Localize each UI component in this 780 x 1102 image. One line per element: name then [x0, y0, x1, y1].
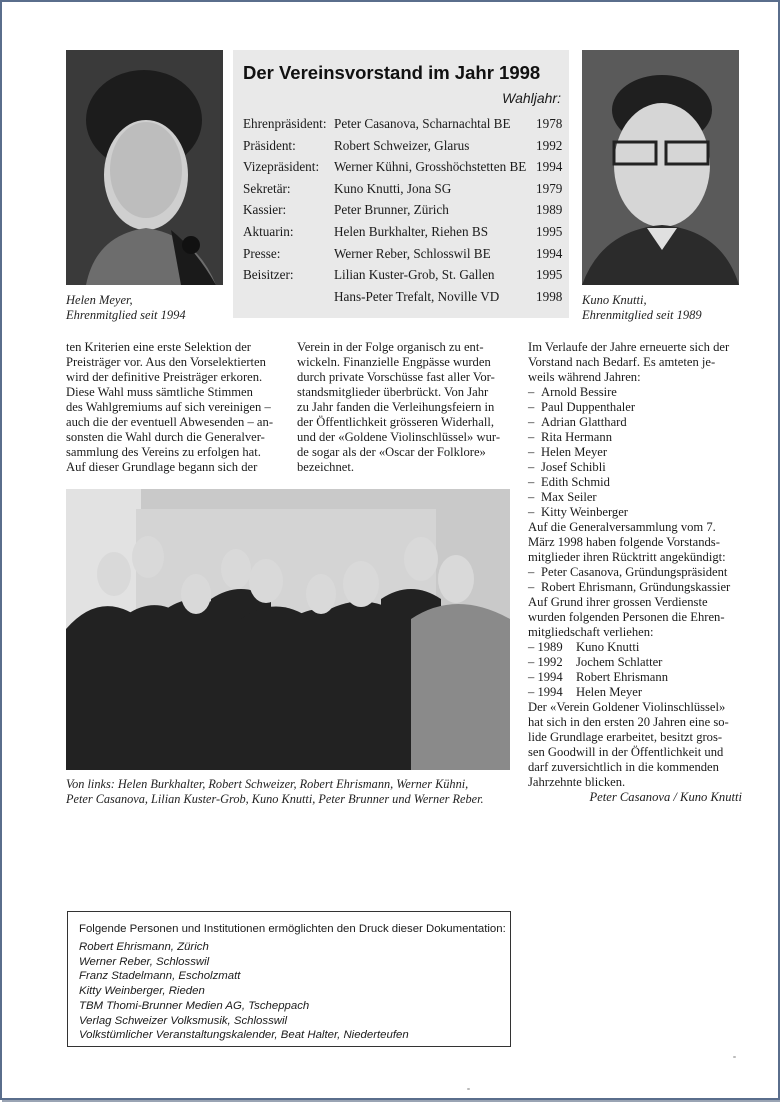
dash-marker: – — [528, 490, 535, 504]
board-row — [243, 246, 563, 266]
honorary-item — [528, 640, 742, 655]
text-line: mitglieder ihren Rücktritt angekündigt: — [528, 550, 726, 564]
board-name: Peter Brunner, Zürich — [334, 202, 449, 218]
text-line: sonsten die Wahl durch die Generalver- — [66, 430, 265, 444]
resigned-list — [528, 565, 742, 595]
sponsor-box — [67, 911, 511, 1047]
sponsor-item: Kitty Weinberger, Rieden — [79, 985, 205, 998]
board-year: 1995 — [536, 267, 563, 283]
board-role: Presse: — [243, 245, 281, 261]
caption-line: Von links: Helen Burkhalter, Robert Schweizer, Robert Ehrismann, Werner Kühni, — [66, 777, 469, 791]
board-year: 1992 — [536, 137, 563, 153]
text-line: mitgliedschaft verliehen: — [528, 625, 654, 639]
text-line: bezeichnet. — [297, 460, 354, 474]
list-item-text: Paul Duppenthaler — [541, 400, 636, 414]
text-line: sammlung des Vereins zu erfolgen hat. — [66, 445, 261, 459]
list-item-text: Arnold Bessire — [541, 385, 617, 399]
dash-marker: – — [528, 400, 535, 414]
honorary-name: Kuno Knutti — [576, 640, 640, 654]
board-role: Ehrenpräsident: — [243, 116, 327, 131]
board-row — [243, 267, 563, 287]
board-title: Der Vereinsvorstand im Jahr 1998 — [243, 62, 541, 83]
board-row — [243, 138, 563, 158]
honorary-item — [528, 670, 742, 685]
board-role: Präsident: — [243, 137, 296, 153]
list-item — [528, 475, 742, 490]
caption-role: Ehrenmitglied seit 1994 — [66, 308, 186, 322]
caption-role: Ehrenmitglied seit 1989 — [582, 308, 702, 322]
text-line: der Öffentlichkeit grösseren Widerhall, — [297, 415, 494, 429]
dash-marker: – — [528, 505, 535, 519]
sponsor-item: Franz Stadelmann, Escholzmatt — [79, 970, 241, 983]
list-item-text: Max Seiler — [541, 490, 597, 504]
text-column-2 — [297, 340, 510, 475]
board-year: 1998 — [536, 288, 563, 304]
text-line: wird der definitive Preisträger erkoren. — [66, 370, 263, 384]
board-name: Helen Burkhalter, Riehen BS — [334, 224, 489, 239]
sponsor-item: Verlag Schweizer Volksmusik, Schlosswil — [79, 1014, 288, 1027]
list-item — [528, 385, 742, 400]
text-line: und der «Goldene Violinschlüssel» wur- — [297, 430, 501, 444]
board-role: Sekretär: — [243, 180, 291, 196]
board-year: 1989 — [536, 202, 563, 218]
board-panel — [233, 50, 569, 318]
board-name: Peter Casanova, Scharnachtal BE — [334, 116, 511, 131]
list-item — [528, 430, 742, 445]
text-line: lide Grundlage erarbeitet, besitzt gros- — [528, 730, 723, 744]
list-item — [528, 580, 742, 595]
portrait-caption-right — [582, 293, 702, 323]
dash-marker: – — [528, 430, 535, 444]
list-item — [528, 415, 742, 430]
caption-name: Helen Meyer, — [66, 293, 133, 307]
board-role: Vizepräsident: — [243, 159, 320, 175]
board-year: 1994 — [536, 159, 563, 175]
list-item-text: Robert Ehrismann, Gründungskassier — [541, 580, 731, 594]
list-item — [528, 400, 742, 415]
honorary-year: – 1989 — [528, 640, 563, 654]
board-role: Kassier: — [243, 202, 287, 218]
text-line: März 1998 haben folgende Vorstands- — [528, 535, 720, 549]
text-line: standsmitglieder überbrückt. Von Jahr — [297, 385, 489, 399]
list-item-text: Adrian Glatthard — [541, 415, 627, 429]
honorary-name: Jochem Schlatter — [576, 655, 663, 669]
text-line: Preisträger vor. Aus den Vorselektierten — [66, 355, 266, 369]
board-row — [243, 224, 563, 244]
group-photo — [66, 489, 510, 770]
board-name: Kuno Knutti, Jona SG — [334, 180, 452, 196]
text-line: Verein in der Folge organisch zu ent- — [297, 340, 484, 354]
signature: Peter Casanova / Kuno Knutti — [589, 790, 742, 804]
honorary-name: Helen Meyer — [576, 685, 643, 699]
honorary-year: – 1994 — [528, 685, 563, 699]
honorary-year: – 1994 — [528, 670, 563, 684]
former-members-list — [528, 385, 742, 520]
list-item — [528, 490, 742, 505]
portrait-photo-helen-meyer — [66, 50, 223, 285]
text-line: des Wahlgremiums auf sich vereinigen – — [66, 400, 271, 414]
honorary-members-list — [528, 640, 742, 700]
dash-marker: – — [528, 385, 535, 399]
list-item — [528, 460, 742, 475]
list-item — [528, 445, 742, 460]
dash-marker: – — [528, 415, 535, 429]
group-photo-caption — [66, 777, 484, 807]
board-role: Beisitzer: — [243, 267, 294, 283]
dash-marker: – — [528, 460, 535, 474]
board-row — [243, 202, 563, 222]
text-column-1 — [66, 340, 279, 475]
text-line: darf zuversichtlich in die kommenden — [528, 760, 719, 774]
list-item — [528, 505, 742, 520]
sponsor-item: Volkstümlicher Veranstaltungskalender, Beat Halter, Niederteufen — [79, 1029, 409, 1042]
text-line: weils während Jahren: — [528, 370, 641, 384]
dash-marker: – — [528, 580, 535, 594]
scan-speck — [733, 1056, 736, 1058]
dash-marker: – — [528, 445, 535, 459]
list-item — [528, 565, 742, 580]
dash-marker: – — [528, 565, 535, 579]
list-item-text: Edith Schmid — [541, 475, 610, 489]
list-item-text: Peter Casanova, Gründungspräsident — [541, 565, 728, 579]
sponsor-item: Robert Ehrismann, Zürich — [79, 941, 209, 953]
board-year: 1995 — [536, 224, 563, 239]
board-year: 1994 — [536, 245, 563, 261]
text-line: hat sich in den ersten 20 Jahren eine so- — [528, 715, 729, 729]
board-name: Lilian Kuster-Grob, St. Gallen — [334, 267, 495, 283]
caption-name: Kuno Knutti, — [582, 293, 647, 307]
text-line: wurden folgenden Personen die Ehren- — [528, 610, 725, 624]
dash-marker: – — [528, 475, 535, 489]
text-line: Im Verlaufe der Jahre erneuerte sich der — [528, 340, 730, 354]
board-row — [243, 116, 563, 136]
text-line: sen Goodwill in der Öffentlichkeit und — [528, 745, 724, 759]
caption-line: Peter Casanova, Lilian Kuster-Grob, Kuno Knutti, Peter Brunner und Werner Reber. — [66, 792, 484, 806]
board-row — [243, 159, 563, 179]
board-role: Aktuarin: — [243, 224, 294, 239]
text-line: Auf Grund ihrer grossen Verdienste — [528, 595, 708, 609]
text-column-3 — [528, 340, 742, 805]
honorary-name: Robert Ehrismann — [576, 670, 668, 684]
sponsor-item: Werner Reber, Schlosswil — [79, 955, 210, 968]
text-line: auch die der eventuell Abwesenden – an- — [66, 415, 274, 429]
board-row — [243, 289, 563, 309]
list-item-text: Helen Meyer — [541, 445, 608, 459]
board-name: Werner Kühni, Grosshöchstetten BE — [334, 159, 527, 175]
text-line: Der «Verein Goldener Violinschlüssel» — [528, 700, 726, 714]
board-name: Robert Schweizer, Glarus — [334, 137, 470, 153]
text-line: Vorstand nach Bedarf. Es amteten je- — [528, 355, 716, 369]
text-line: wickeln. Finanzielle Engpässe wurden — [297, 355, 491, 369]
text-line: Jahrzehnte blicken. — [528, 775, 626, 789]
board-name: Werner Reber, Schlosswil BE — [334, 245, 491, 261]
board-name: Hans-Peter Trefalt, Noville VD — [334, 288, 500, 304]
board-row — [243, 181, 563, 201]
text-line: ten Kriterien eine erste Selektion der — [66, 340, 251, 354]
portrait-photo-kuno-knutti — [582, 50, 739, 285]
honorary-item — [528, 655, 742, 670]
text-line: Diese Wahl muss sämtliche Stimmen — [66, 385, 253, 399]
honorary-item — [528, 685, 742, 700]
list-item-text: Kitty Weinberger — [541, 505, 629, 519]
text-line: de sogar als der «Oscar der Folklore» — [297, 445, 486, 459]
text-line: Auf die Generalversammlung vom 7. — [528, 520, 716, 534]
text-line: durch private Vorschüsse fast aller Vor- — [297, 370, 495, 384]
honorary-year: – 1992 — [528, 655, 563, 669]
scan-speck — [467, 1088, 470, 1090]
list-item-text: Josef Schibli — [541, 460, 606, 474]
list-item-text: Rita Hermann — [541, 430, 612, 444]
portrait-caption-left — [66, 293, 186, 323]
year-column-header: Wahljahr: — [502, 90, 561, 106]
sponsor-heading: Folgende Personen und Institutionen ermöglichten den Druck dieser Dokumentation: — [79, 923, 506, 935]
board-year: 1979 — [536, 180, 563, 196]
text-line: zu Jahr fanden die Verleihungsfeiern in — [297, 400, 495, 414]
board-year: 1978 — [536, 116, 563, 131]
sponsor-item: TBM Thomi-Brunner Medien AG, Tscheppach — [79, 999, 310, 1012]
text-line: Auf dieser Grundlage begann sich der — [66, 460, 258, 474]
